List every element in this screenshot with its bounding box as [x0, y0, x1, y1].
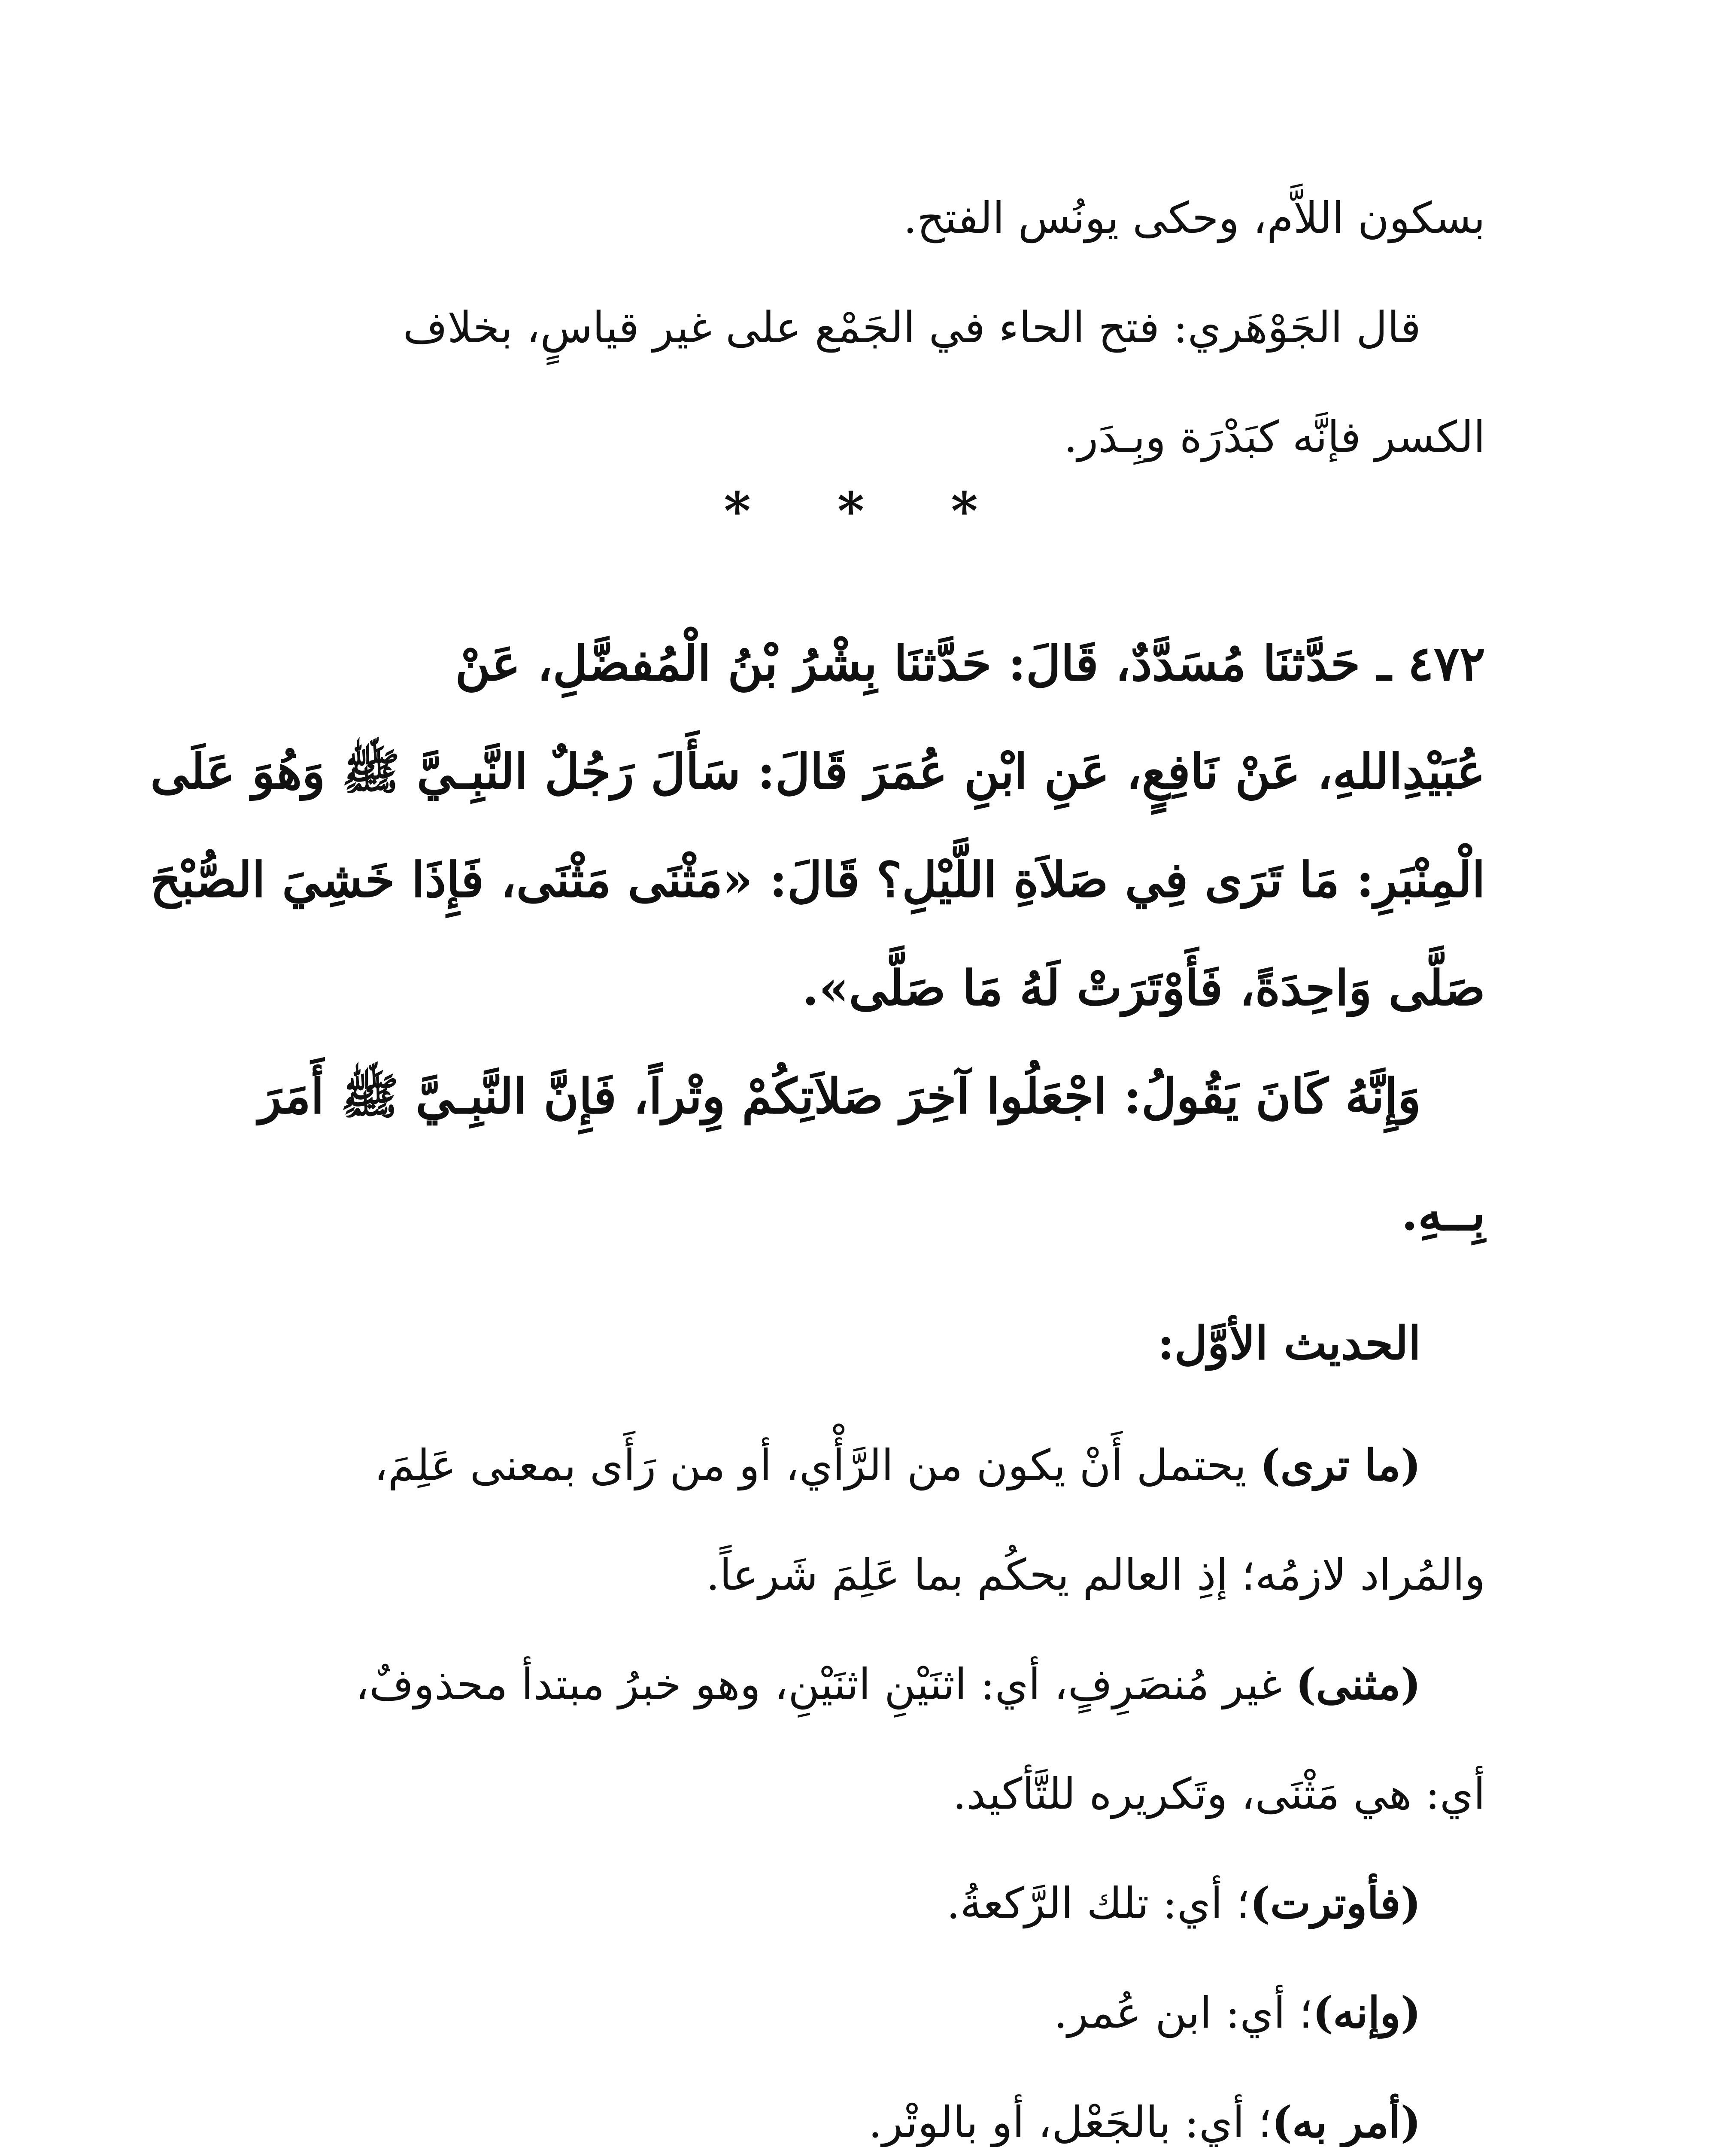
hadith-line: الْمِنْبَرِ: مَا تَرَى فِي صَلاَةِ اللَّيْلِ؟ قَالَ: «مَثْنَى مَثْنَى، فَإِذَا خَشِيَ الصُّبْحَ [150, 852, 1485, 908]
commentary-term: (ما ترى) [1260, 1440, 1421, 1490]
hadith-line: ٤٧٢ ـ حَدَّثنَا مُسَدَّدٌ، قَالَ: حَدَّثنَا بِشْرُ بْنُ الْمُفضَّلِ، عَنْ [455, 636, 1485, 692]
commentary-term: (وإنه) [1312, 1987, 1421, 2038]
commentary-line: والمُراد لازمُه؛ إذِ العالم يحكُم بما عَلِمَ شَرعاً. [706, 1550, 1485, 1600]
commentary-paragraph [210, 2068, 1485, 2147]
commentary [210, 1288, 1485, 2147]
commentary-paragraph [210, 1411, 1485, 1520]
commentary-paragraph [210, 1630, 1485, 1739]
hadith-line: صَلَّى وَاحِدَةً، فَأَوْتَرَتْ لَهُ مَا صَلَّى». [802, 960, 1485, 1016]
hadith-text [150, 610, 1485, 1268]
hadith-line: عُبَيْدِاللهِ، عَنْ نَافِعٍ، عَنِ ابْنِ عُمَرَ قَالَ: سَأَلَ رَجُلٌ النَّبِـيَّ ﷺ وَهُوَ عَلَى [150, 744, 1485, 800]
top-passage-line: بسكون اللاَّم، وحكى يونُس الفتح. [903, 193, 1485, 243]
commentary-paragraph [210, 1849, 1485, 1958]
commentary-text: ؛ أي: تلك الرَّكعةُ. [946, 1878, 1250, 1928]
commentary-term: (مثنى) [1296, 1659, 1421, 1709]
commentary-term: (فأوترت) [1250, 1878, 1421, 1928]
commentary-text: يحتمل أَنْ يكون من الرَّأْي، أو من رَأَى بمعنى عَلِمَ، [374, 1440, 1260, 1490]
top-passage-line: الكسر فإنَّه كبَدْرَة وبِـدَر. [1064, 412, 1485, 462]
section-separator: * * * [724, 481, 1012, 541]
top-passage [210, 163, 1485, 492]
commentary-term: (أمر به) [1272, 2097, 1421, 2147]
commentary-text: ؛ أي: ابن عُمر. [1053, 1988, 1313, 2038]
commentary-heading: الحديث الأوَّل: [1157, 1316, 1421, 1370]
commentary-line: أي: هي مَثْنَى، وتَكريره للتَّأكيد. [953, 1769, 1485, 1819]
hadith-line: بِــهِ. [1401, 1185, 1485, 1241]
commentary-text: ؛ أي: بالجَعْل، أو بالوِتْر. [868, 2097, 1272, 2147]
commentary-paragraph [210, 1958, 1485, 2068]
hadith-line: وَإِنَّهُ كَانَ يَقُولُ: اجْعَلُوا آخِرَ صَلاَتِكُمْ وِتْراً، فَإِنَّ النَّبِـيَّ ﷺ أَمَرَ [258, 1068, 1421, 1125]
commentary-text: غير مُنصَرِفٍ، أي: اثنَيْنِ اثنَيْنِ، وهو خبرُ مبتدأ محذوفٌ، [355, 1659, 1296, 1709]
top-passage-line: قال الجَوْهَري: فتح الحاء في الجَمْع على غير قياسٍ، بخلاف [403, 302, 1421, 353]
